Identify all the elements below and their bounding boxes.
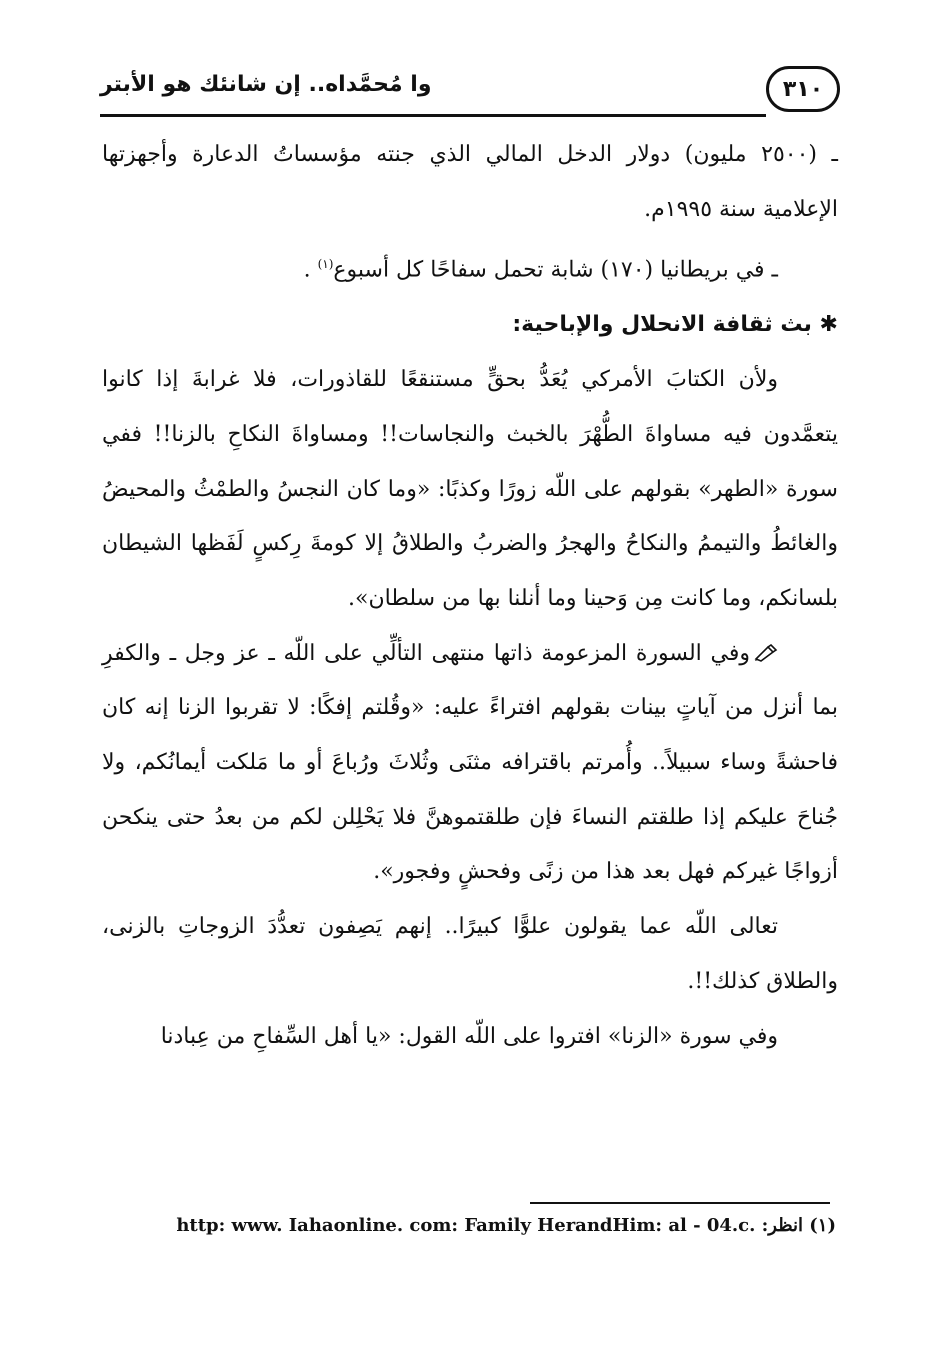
footnote bbox=[150, 1212, 836, 1240]
running-title: وا مُحمَّداه.. إن شانئك هو الأبتر bbox=[100, 72, 432, 97]
paragraph-2 bbox=[102, 627, 838, 901]
paragraph-1: ولأن الكتابَ الأمركي يُعَدُّ بحقٍّ مستنقعًا للقاذورات، فلا غرابةَ إذا كانوا يتعمَّدون فيه مساواةَ الطُّهْرَ بالخبث والنجاسات!! ومساواةَ النكاحِ بالزنا!! ففي سورة «الطهر» بقولهم على اللّه زورًا وكذبًا: «وما كان النجسُ والطمْثُ والمحيضُ والغائطُ والتيممُ والنكاحُ والهجرُ والضربُ والطلاقُ إلا كومةَ رِكسٍ لَفَظها الشيطان بلسانكم، وما كانت مِن وَحينا وما أنلنا بها من سلطان». bbox=[102, 367, 838, 611]
page-number: ٣١٠ bbox=[766, 66, 840, 112]
paragraph-2-text: وفي السورة المزعومة ذاتها منتهى التألِّي على اللّه ـ عز وجل ـ والكفرِ بما أنزل من آياتٍ بينات بقولهم افتراءً عليه: «وقُلتم إفكًا: لا تقربوا الزنا إنه كان فاحشةً وساء سبيلاً.. وأُمرتم باقترافه مثنَى وثُلاثَ ورُباعَ أو ما مَلكت أيمانُكم، ولا جُناحَ عليكم إذا طلقتم النساءَ فإن طلقتموهنَّ فلا يَحْلِلن لكم من بعدُ حتى ينكحن أزواجًا غيركم فهل بعد هذا من زنًى وفحشٍ وفجور». bbox=[102, 640, 838, 885]
list-item-britain bbox=[102, 237, 838, 298]
paragraph-4: وفي سورة «الزنا» افتروا على اللّه القول: «يا أهل السِّفاحِ من عِبادنا bbox=[160, 1023, 778, 1049]
page-header bbox=[100, 62, 840, 120]
header-rule bbox=[100, 114, 766, 117]
paragraph-3: تعالى اللّه عما يقولون علوًّا كبيرًا.. إنهم يَصِفون تعدُّدَ الزوجاتِ بالزنى، والطلاق كذلك!!. bbox=[102, 914, 838, 994]
list-item-income: ـ (٢٥٠٠ مليون) دولار الدخل المالي الذي جنته مؤسساتُ الدعارة وأجهزتها الإعلامية سنة ١٩٩٥م. bbox=[102, 142, 838, 222]
body-text bbox=[102, 128, 838, 1064]
section-heading: ✱ بث ثقافة الانحلال والإباحية: bbox=[512, 312, 838, 338]
footnote-marker: (١) انظر: bbox=[761, 1215, 836, 1236]
list-item-britain-end: . bbox=[303, 257, 318, 283]
list-item-britain-text: ـ في بريطانيا (١٧٠) شابة تحمل سفاحًا كل أسبوع bbox=[333, 257, 778, 283]
footnote-reference[interactable]: (١) bbox=[317, 257, 334, 272]
pen-icon bbox=[754, 644, 778, 662]
footnote-source-link[interactable]: http: www. Iahaonline. com: Family HerandHim: al - 04.c. bbox=[176, 1215, 756, 1236]
footnote-rule bbox=[530, 1202, 830, 1204]
